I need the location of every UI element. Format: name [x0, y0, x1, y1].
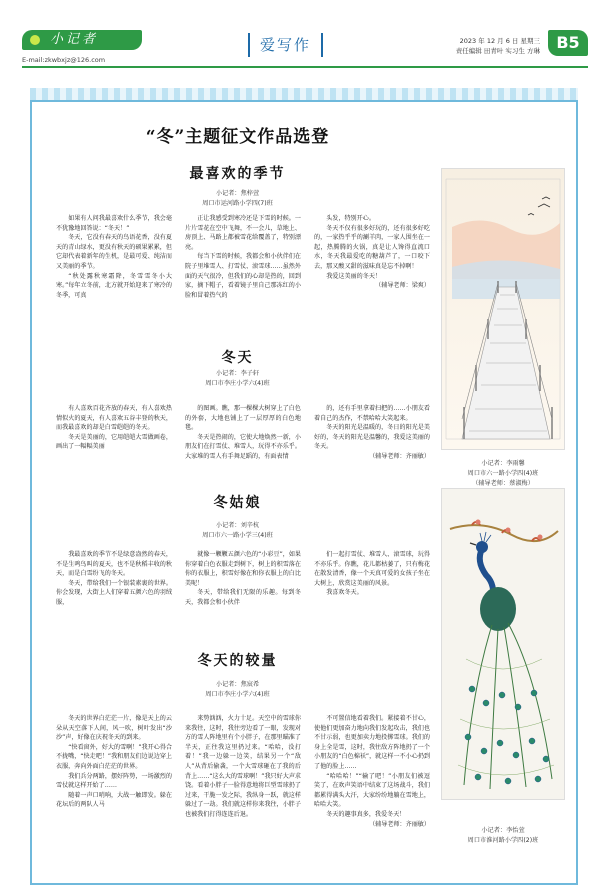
painting-teacher: （辅导老师：蔡淑梅）: [472, 480, 534, 487]
paragraph: 不可置信地看着我们。紧接着不甘心，使他们更加奋力地向我们发起攻击，我们也不甘示弱，也更加卖力地投掷雪球。我们的身上全是雪，这时，我往敌方阵地扔了一个小朋友的“白色棉袄”，就这样一不小心扔到了他的脸上……: [314, 715, 430, 770]
paragraph: “秋处露秋寒霜降，冬雪雪冬小大寒。”每年立冬前，北方就开始迎来了寒冷的冬季，可真: [56, 272, 172, 299]
teacher-credit: （辅导老师：梁爽）: [375, 282, 430, 290]
paragraph: 冬天的阳光是温暖的，冬日的阳光是美好的，冬天的阳光是温馨的，我爱这美丽的冬天。: [314, 424, 430, 451]
article-column: [314, 404, 430, 484]
article-byline: [40, 189, 435, 209]
pier-drawing-icon: [442, 169, 564, 449]
painting-school: 周口市六一路小学四(4)班: [467, 470, 539, 477]
paragraph: 我最喜欢的季节不是绿意盎然的春天，不是生鸣鸟叫的夏天，也不是秋稻丰收的秋天，而是白雪纷飞的冬天。: [56, 551, 172, 578]
article-column: [314, 550, 430, 642]
paragraph: 冬天的趣事真多，我爱冬天！: [326, 810, 406, 818]
article-title: 最喜欢的季节: [189, 166, 286, 182]
article-column: [185, 550, 301, 642]
paragraph: 冬天是美丽的，它用皑皑大雪做画卷，画出了一幅幅美丽: [56, 433, 172, 451]
paragraph: 我爱这美丽的冬天！: [326, 272, 382, 280]
article-title: 冬天: [221, 350, 254, 366]
peacock-drawing-icon: [442, 489, 564, 799]
paragraph: 的图画。瞧，那一棵棵大树穿上了白色的外套，大地也铺上了一层厚厚的白色地毯。: [185, 405, 301, 432]
article-author: 小记者：焦梓萱: [215, 190, 260, 197]
article-column: [314, 714, 430, 876]
article-column: [56, 214, 172, 340]
paragraph: 冬天的世界白茫茫一片，像是天上的云朵从天空落下人间，风一吹，树叶发出“沙沙”声，好像在庆祝冬天的到来。: [56, 715, 172, 742]
article-author: 小记者：焦宸希: [215, 681, 260, 688]
paragraph: 我喜欢冬天。: [326, 589, 363, 597]
header-email: E-mail:zkwbxjz@126.com: [22, 56, 106, 64]
article-byline: [40, 680, 435, 700]
paragraph: 正让我感受到寒冷还是下雪的时候。一片片雪花在空中飞舞，不一会儿，草地上、房顶上、马路上都被雪花给覆盖了，特别漂亮。: [185, 215, 301, 251]
painting-caption: [441, 826, 565, 846]
editor-line: 责任编辑 田青叶 实习生 方琳: [455, 47, 540, 55]
logo-text: 小记者: [50, 32, 99, 47]
paragraph: 们一起打雪仗、堆雪人、滚雪球，玩得不亦乐乎。你瞧，花儿都枯萎了，只有梅花在散发清香，像一个天真可爱的女孩子坐在大树上，欣赏这美丽的风景。: [314, 551, 430, 587]
paragraph: 我们兵分两路，摆好阵势，一场激烈的雪仗就这样开始了……: [56, 772, 172, 790]
article-school: 周口市六一路小学三(4)班: [202, 532, 273, 539]
painting-caption: [441, 459, 565, 489]
article-column: [185, 214, 301, 340]
paragraph: 冬天，带给我们无限的乐趣。每到冬天，我都会和小伙伴: [185, 589, 301, 606]
article-column: [185, 404, 301, 484]
article-school: 周口市李庄小学六(4)班: [205, 380, 270, 387]
article-byline: [40, 369, 435, 389]
paragraph: 的，还有手里拿着扫把的……小朋友看着自己的杰作，不禁哈哈大笑起来。: [314, 405, 430, 422]
paragraph: 冬天是热闹的，它使大地焕然一新，小朋友们在打雪仗、堆雪人，玩得不亦乐乎。大家堆的雪人有手舞足蹈的，有面表情: [185, 433, 301, 460]
paragraph: “哈哈哈！”“输了吧！”小朋友们被逗笑了，在欢声笑语中结束了这场战斗，我们都累得满头大汗，大家纷纷地躺在雪地上，哈哈大笑。: [314, 772, 430, 809]
article-title: 冬天的较量: [197, 653, 278, 669]
logo-dot-icon: [30, 35, 40, 45]
paragraph: 冬天，带给我们一个银装素裹的世界。你会发现，大街上人们穿着五颜六色的羽绒服，: [56, 579, 172, 606]
paragraph: 冬天不仅有很多好玩的，还有很多好吃的，一家热乎乎的涮羊肉，一家人围坐在一起，热腾腾的火锅，真是让人馋得直流口水，冬天我最爱吃的糖葫芦了，一口咬下去，那又酸又甜的滋味真是忘不掉啊！: [314, 224, 430, 270]
article-school: 周口市运河路小学四(7)班: [202, 200, 273, 207]
article-body: [56, 550, 430, 642]
page-title: “冬”主题征文作品选登: [145, 127, 330, 147]
article-body: [56, 214, 430, 340]
section-title: 爱写作: [248, 33, 323, 57]
paragraph: 冬天，它没有春天的鸟语花香，没有夏天的青山绿水，更没有秋天的硕果累累，但它却代表着新年的生机，是最可爱、纯洁而又美丽的季节。: [56, 234, 172, 270]
frame-top-stripe: [30, 88, 578, 100]
article-author: 小记者：李子轩: [215, 370, 260, 377]
paragraph: 如果有人问我最喜欢什么季节，我会毫不犹豫地回答说：“冬天！”: [56, 215, 172, 232]
article-column: [314, 214, 430, 340]
article-author: 小记者：刘辛杭: [215, 522, 260, 529]
paragraph: “快看窗外，好大的雪啊！”我开心得合不拢嘴，“快走吧！”我和朋友们边说边穿上衣服，奔向外面白茫茫的世界。: [56, 743, 172, 770]
paragraph: 头发，特别开心。: [326, 215, 375, 222]
paragraph: 来势汹汹，火力十足。天空中的雪球你来我往，这时，我往旁边看了一眼，发现对方的雪人阵地里有个小胖子，在那里瞄准了半天，正往我这里扔过来。“哈哈，没打着！”我一边躲一边笑，结果另一个“敌人”从背后偷袭，一个大雪球砸在了我的后背上……“这么大的雪球啊！”我只好大声求饶。看着小胖子一脸得意地将巨型雪球扔了过来，干脆一发之际，我纵身一跃，就这样躲过了一劫。我们就这样你来我往，小胖子也被我们打得连连后退。: [185, 715, 301, 818]
paragraph: 每当下雪的时候，我都会和小伙伴们在院子里堆雪人、打雪仗、滚雪球……虽然外面的天气很冷，但我们的心却是热的，回到家，摘下帽子，看着镜子里自己那冻红的小脸和冒着热气的: [185, 253, 301, 299]
page-number: B5: [548, 30, 588, 56]
painting-author: 小记者：李雨馨: [481, 460, 525, 467]
painting-peacock: [441, 488, 565, 800]
painting-author: 小记者：李怡萱: [481, 827, 525, 834]
paper-logo: [22, 30, 142, 50]
header-date: [456, 36, 540, 56]
article-body: [56, 404, 430, 484]
article-column: [56, 404, 172, 484]
paragraph: 有人喜欢百花齐放的春天，有人喜欢热情似火的夏天，有人喜欢五谷丰登的秋天，而我最喜欢的却是白雪皑皑的冬天。: [56, 405, 172, 432]
paragraph: 随着一声口哨响，大战一触即发。躲在花坛后的两队人马: [56, 791, 172, 809]
teacher-credit: （辅导老师：齐丽敏）: [369, 452, 430, 460]
article-column: [56, 550, 172, 642]
header-rule: [22, 66, 588, 68]
article-column: [185, 714, 301, 876]
article-body: [56, 714, 430, 876]
painting-school: 周口市淮河路小学四(2)班: [467, 837, 539, 844]
paragraph: 就像一颗颗五颜六色的“小彩豆”，如果你穿着白色衣服走到树下，树上的积雪落在你的衣服上，积雪好像在和你衣服上的白比美呢！: [185, 551, 301, 587]
article-column: [56, 714, 172, 876]
article-byline: [40, 521, 435, 541]
article-school: 周口市李庄小学六(4)班: [205, 691, 270, 698]
painting-snowy-pier: [441, 168, 565, 450]
article-title: 冬姑娘: [213, 495, 262, 511]
date-line: 2023 年 12 月 6 日 星期三: [459, 37, 540, 45]
teacher-credit: （辅导老师：齐丽敏）: [369, 820, 430, 828]
